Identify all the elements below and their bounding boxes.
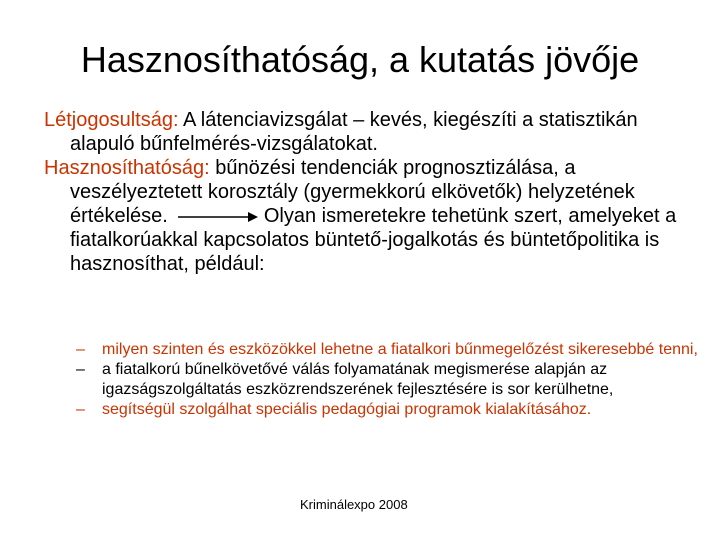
bullet-list xyxy=(76,340,706,420)
dash-icon: – xyxy=(76,341,85,358)
dash-icon: – xyxy=(76,361,85,378)
paragraph-usefulness-text: bűnözési tendenciák prognosztizálása, a veszélyeztetett korosztály (gyermekkorú elkövetők) helyzetének értékelése. xyxy=(70,157,635,227)
paragraph-justification-text: A látenciavizsgálat – kevés, kiegészíti a statisztikán alapuló bűnfelmérés-vizsgálatokat. xyxy=(70,109,638,155)
dash-icon: – xyxy=(76,401,85,418)
paragraph-usefulness xyxy=(44,156,704,276)
bullet-text: milyen szinten és eszközökkel lehetne a fiatalkori bűnmegelőzést sikeresebbé tenni, xyxy=(102,341,698,358)
slide-body xyxy=(44,108,704,276)
bullet-item xyxy=(76,360,706,400)
term-justification: Létjogosultság: xyxy=(44,109,179,131)
arrow-right-icon xyxy=(178,211,258,223)
bullet-item xyxy=(76,340,706,360)
bullet-text: segítségül szolgálhat speciális pedagógiai programok kialakításához. xyxy=(102,401,592,418)
bullet-text: a fiatalkorú bűnelkövetővé válás folyamatának megismerése alapján az igazságszolgáltatás eszközrendszerének fejlesztésére is sor kerülhetne, xyxy=(102,361,614,398)
bullet-item xyxy=(76,400,706,420)
paragraph-justification xyxy=(44,108,704,156)
term-usefulness: Hasznosíthatóság: xyxy=(44,157,210,179)
paragraph-usefulness-continuation: Olyan ismeretekre tehetünk szert, amelyeket a fiatalkorúakkal kapcsolatos büntető-jogalkotás és büntetőpolitika is hasznosíthat, például: xyxy=(70,205,677,275)
slide-title: Hasznosíthatóság, a kutatás jövője xyxy=(80,39,640,80)
footer-text: Kriminálexpo 2008 xyxy=(300,497,408,512)
